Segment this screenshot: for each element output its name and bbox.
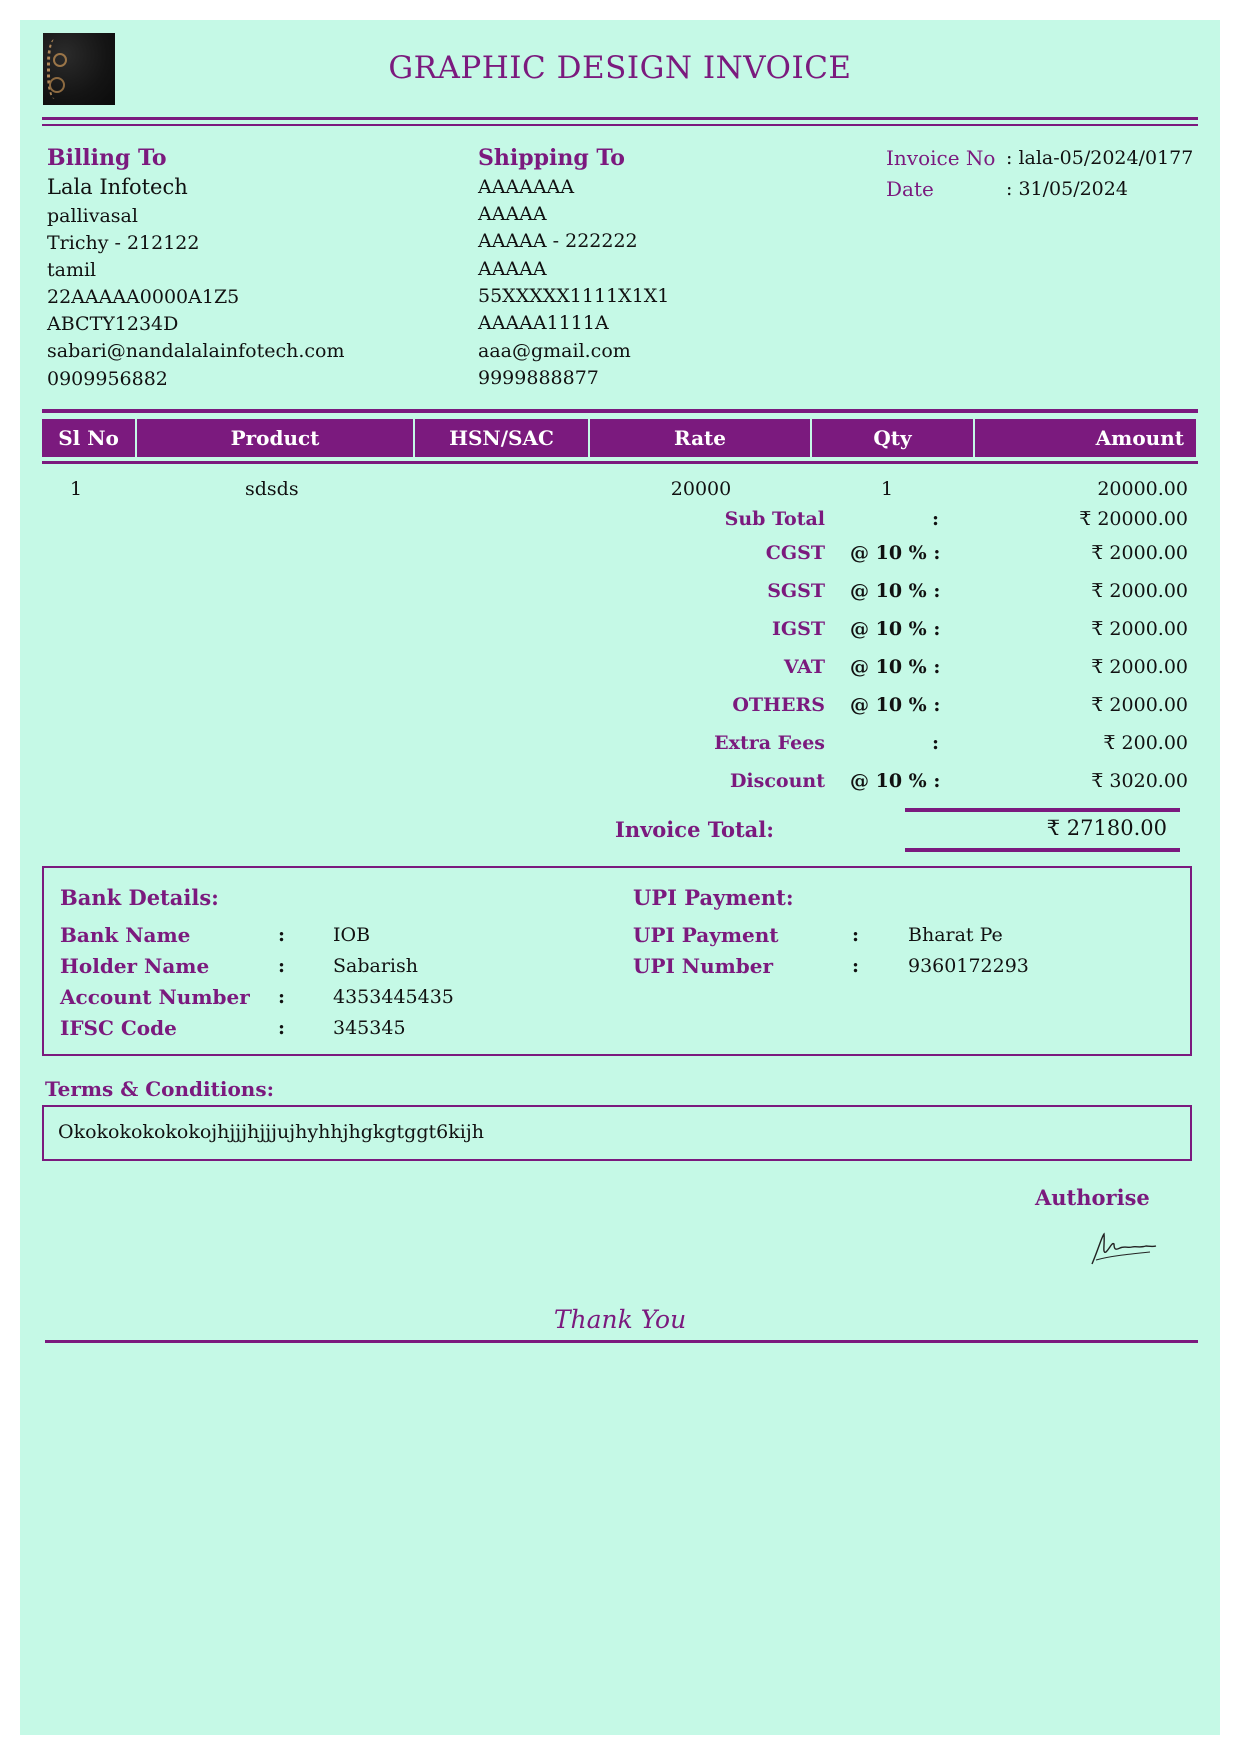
billing-heading: Billing To xyxy=(47,145,167,171)
col-header-rate: Rate xyxy=(590,419,812,457)
vat-label: VAT xyxy=(783,656,825,678)
invoice-date-label: Date xyxy=(886,177,934,201)
billing-line: pallivasal xyxy=(47,205,138,227)
shipping-line: AAAAA xyxy=(478,258,547,280)
shipping-phone: 9999888877 xyxy=(478,367,599,389)
upi-number-label: UPI Number xyxy=(633,954,774,978)
extra-fees-colon: : xyxy=(932,732,940,754)
shipping-line: 55XXXXX1111X1X1 xyxy=(478,285,670,307)
bank-name-value: IOB xyxy=(333,924,371,946)
cell-qty: 1 xyxy=(880,478,894,500)
ifsc-code-value: 345345 xyxy=(333,1017,406,1039)
billing-email: sabari@nandalalainfotech.com xyxy=(47,340,345,362)
sgst-label: SGST xyxy=(767,580,825,602)
sgst-value: ₹ 2000.00 xyxy=(1091,580,1188,602)
vat-rate: @ 10 % : xyxy=(850,656,941,678)
others-label: OTHERS xyxy=(732,694,825,716)
upi-payment-label: UPI Payment xyxy=(633,923,779,947)
total-rule-bottom xyxy=(905,848,1180,852)
colon: : xyxy=(278,1017,286,1039)
invoice-total-label: Invoice Total: xyxy=(615,817,774,842)
account-number-value: 4353445435 xyxy=(333,986,454,1008)
account-number-label: Account Number xyxy=(60,985,250,1009)
subtotal-label: Sub Total xyxy=(724,508,825,530)
colon: : xyxy=(852,955,860,977)
subtotal-value: ₹ 20000.00 xyxy=(1079,508,1188,530)
colon: : xyxy=(278,955,286,977)
total-rule-top xyxy=(905,808,1180,812)
shipping-line: AAAAA - 222222 xyxy=(478,230,638,252)
cgst-label: CGST xyxy=(765,542,825,564)
footer-rule xyxy=(45,1340,1198,1343)
igst-value: ₹ 2000.00 xyxy=(1091,618,1188,640)
discount-value: ₹ 3020.00 xyxy=(1091,770,1188,792)
cgst-rate: @ 10 % : xyxy=(850,542,941,564)
cell-product: sdsds xyxy=(245,478,299,500)
invoice-number-value: : lala-05/2024/0177 xyxy=(1006,147,1194,169)
billing-name: Lala Infotech xyxy=(47,175,188,199)
col-header-hsn-sac: HSN/SAC xyxy=(415,419,590,457)
extra-fees-value: ₹ 200.00 xyxy=(1103,732,1188,754)
terms-text: Okokokokokokojhjjjhjjjujhyhhjhgkgtggt6kijh xyxy=(58,1121,484,1143)
vat-value: ₹ 2000.00 xyxy=(1091,656,1188,678)
authorise-label: Authorise xyxy=(1035,1185,1150,1210)
shipping-line: AAAAA xyxy=(478,203,547,225)
subtotal-colon: : xyxy=(932,508,940,530)
sgst-rate: @ 10 % : xyxy=(850,580,941,602)
igst-label: IGST xyxy=(772,618,825,640)
invoice-number-label: Invoice No xyxy=(886,146,996,170)
holder-name-label: Holder Name xyxy=(60,954,210,978)
table-top-rule xyxy=(42,409,1198,413)
holder-name-value: Sabarish xyxy=(333,955,418,977)
bank-name-label: Bank Name xyxy=(60,923,191,947)
billing-phone: 0909956882 xyxy=(47,368,168,390)
col-header-amount: Amount xyxy=(975,419,1198,457)
upi-number-value: 9360172293 xyxy=(908,955,1029,977)
col-header-product: Product xyxy=(137,419,415,457)
shipping-line: AAAAAAA xyxy=(478,176,575,198)
shipping-heading: Shipping To xyxy=(478,145,625,171)
ifsc-code-label: IFSC Code xyxy=(60,1016,177,1040)
cell-rate: 20000 xyxy=(670,478,732,500)
table-header-rule xyxy=(42,461,1198,464)
shipping-line: AAAAA1111A xyxy=(478,312,609,334)
cgst-value: ₹ 2000.00 xyxy=(1091,542,1188,564)
colon: : xyxy=(852,924,860,946)
extra-fees-label: Extra Fees xyxy=(714,732,825,754)
header-divider-top xyxy=(42,117,1198,120)
invoice-date-value: : 31/05/2024 xyxy=(1006,178,1128,200)
colon: : xyxy=(278,924,286,946)
signature-image xyxy=(1090,1230,1160,1268)
discount-rate: @ 10 % : xyxy=(850,770,941,792)
thank-you-text: Thank You xyxy=(553,1305,687,1334)
billing-line: tamil xyxy=(47,259,97,281)
bank-details-heading: Bank Details: xyxy=(60,885,219,910)
shipping-email: aaa@gmail.com xyxy=(478,340,631,362)
billing-line: ABCTY1234D xyxy=(47,313,179,335)
upi-heading: UPI Payment: xyxy=(633,885,794,910)
others-rate: @ 10 % : xyxy=(850,694,941,716)
invoice-total-value: ₹ 27180.00 xyxy=(1046,816,1167,840)
cell-amount: 20000.00 xyxy=(1097,478,1188,500)
colon: : xyxy=(278,986,286,1008)
invoice-title: GRAPHIC DESIGN INVOICE xyxy=(388,50,852,86)
billing-line: 22AAAAA0000A1Z5 xyxy=(47,286,240,308)
igst-rate: @ 10 % : xyxy=(850,618,941,640)
cell-sl-no: 1 xyxy=(70,478,83,500)
invoice-page xyxy=(20,20,1220,1735)
col-header-qty: Qty xyxy=(812,419,975,457)
upi-payment-value: Bharat Pe xyxy=(908,924,1003,946)
header-divider-bottom xyxy=(42,124,1198,126)
col-header-sl-no: Sl No xyxy=(42,419,137,457)
billing-line: Trichy - 212122 xyxy=(47,232,200,254)
others-value: ₹ 2000.00 xyxy=(1091,694,1188,716)
terms-heading: Terms & Conditions: xyxy=(45,1077,274,1101)
discount-label: Discount xyxy=(729,770,825,792)
